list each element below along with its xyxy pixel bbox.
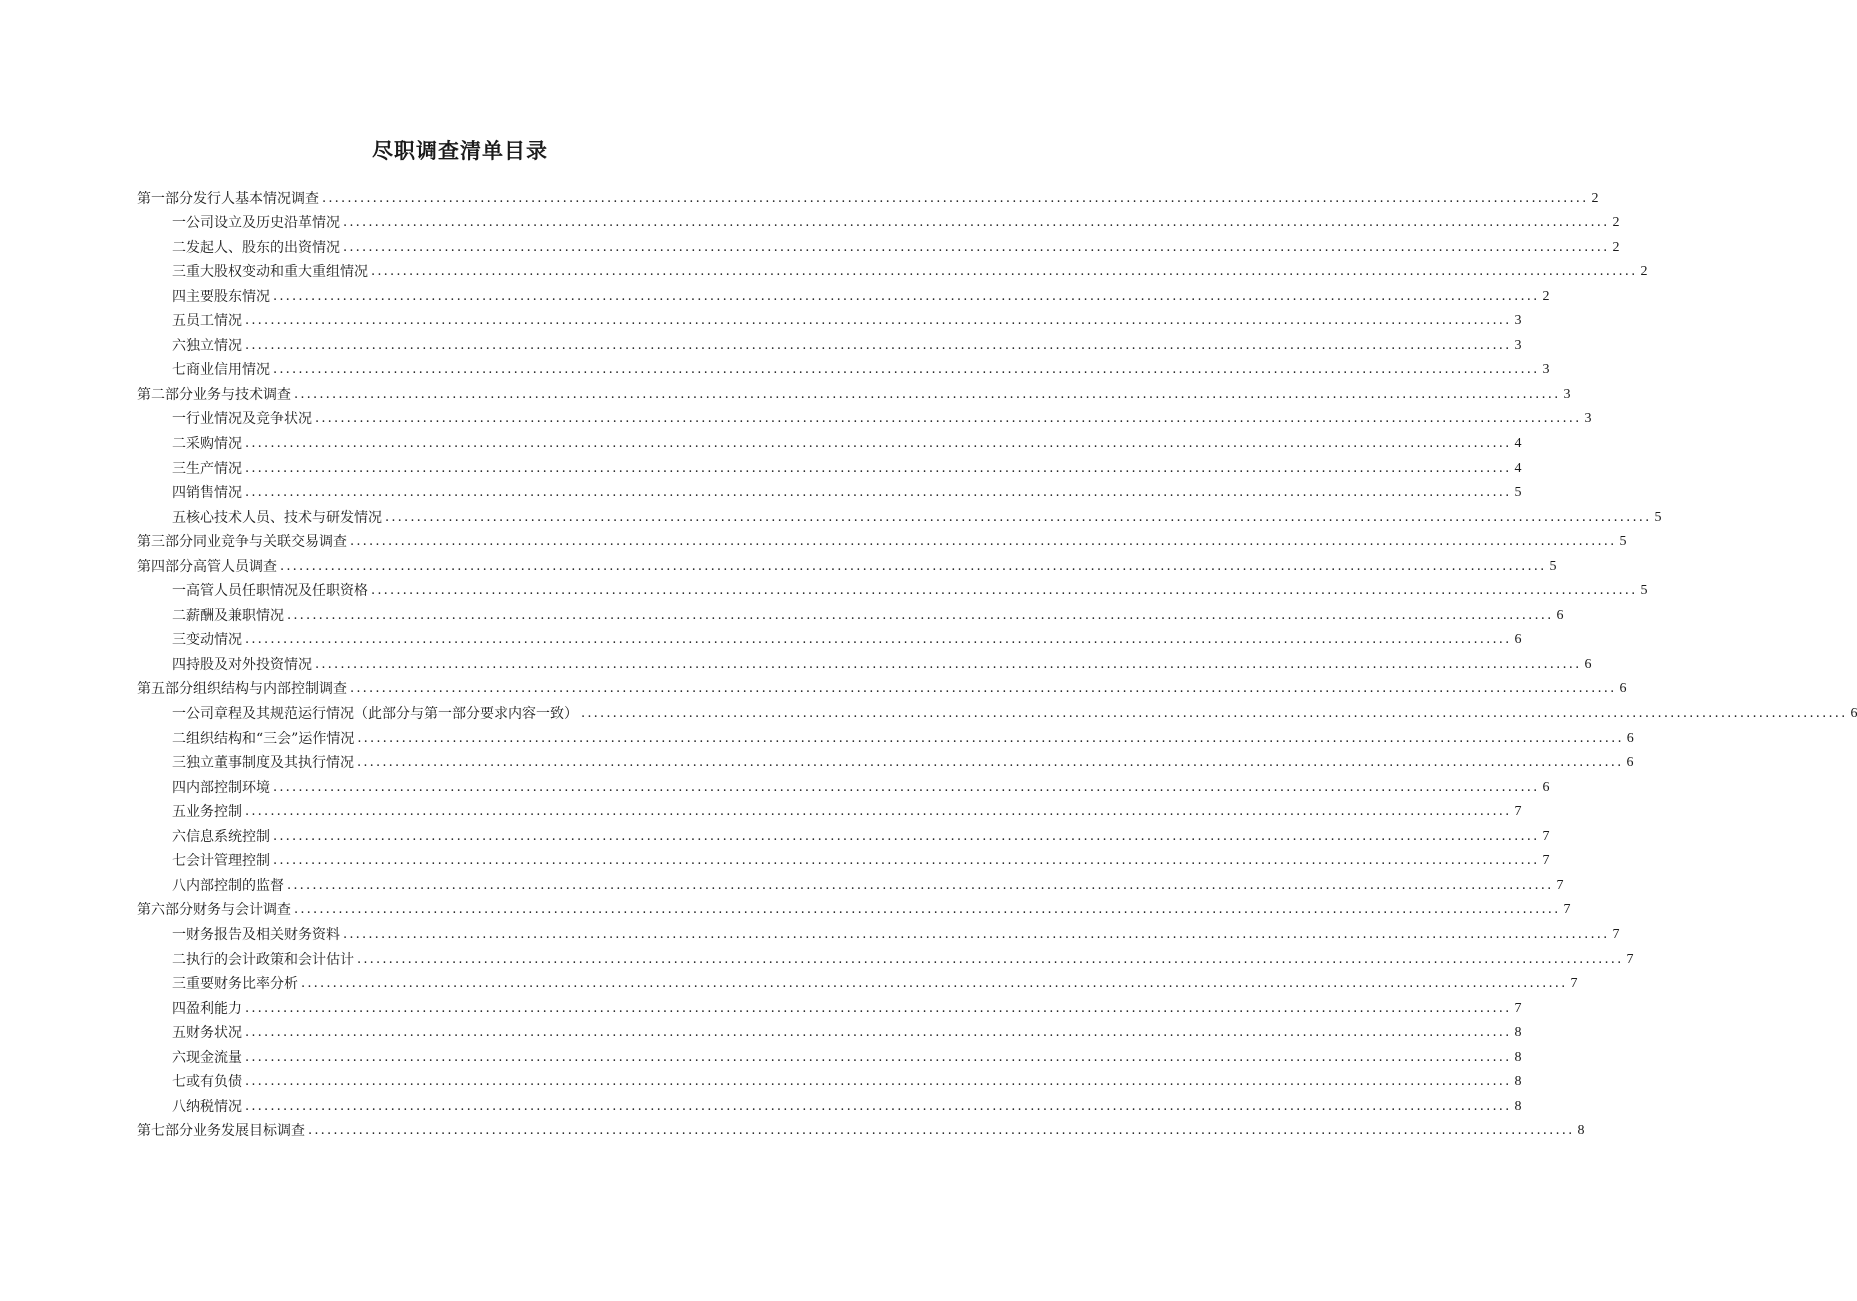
toc-subsection-entry[interactable] [137,873,1564,898]
toc-page-number: 7 [1556,877,1564,893]
toc-section-entry[interactable] [137,898,1571,923]
toc-section-entry[interactable] [137,1119,1585,1144]
toc-page-number: 2 [1612,215,1620,231]
toc-entry-label: 四销售情况 [172,485,242,502]
toc-section-entry[interactable] [137,530,1627,555]
toc-page-number: 2 [1542,288,1550,304]
toc-page-number: 8 [1514,1074,1522,1090]
toc-entry-label: 一财务报告及相关财务资料 [172,926,340,943]
toc-subsection-entry[interactable] [137,824,1550,849]
toc-entry-label: 二采购情况 [172,436,242,453]
toc-entry-label: 三变动情况 [172,632,242,649]
toc-dot-leader: ........................................................................................................................................................................................................ [308,1123,1575,1139]
toc-entry-label: 五核心技术人员、技术与研发情况 [172,509,382,526]
toc-dot-leader: ........................................................................................................................................................................................................ [245,485,1512,501]
toc-subsection-entry[interactable] [137,235,1620,260]
toc-dot-leader: ........................................................................................................................................................................................................ [245,1098,1512,1114]
toc-dot-leader: ........................................................................................................................................................................................................ [245,460,1512,476]
toc-entry-label: 二发起人、股东的出资情况 [172,239,340,256]
toc-dot-leader: ........................................................................................................................................................................................................ [273,288,1540,304]
toc-page-number: 5 [1654,509,1662,525]
toc-entry-label: 三独立董事制度及其执行情况 [172,755,354,772]
toc-page-number: 2 [1640,264,1648,280]
toc-dot-leader: ........................................................................................................................................................................................................ [294,386,1561,402]
toc-dot-leader: ........................................................................................................................................................................................................ [371,583,1638,599]
toc-dot-leader: ........................................................................................................................................................................................................ [287,607,1554,623]
toc-dot-leader: ........................................................................................................................................................................................................ [385,509,1652,525]
toc-entry-label: 五业务控制 [172,804,242,821]
toc-subsection-entry[interactable] [137,751,1634,776]
toc-page-number: 5 [1619,534,1627,550]
toc-subsection-entry[interactable] [137,1021,1522,1046]
toc-entry-label: 第七部分业务发展目标调查 [137,1123,305,1140]
toc-entry-label: 八内部控制的监督 [172,877,284,894]
toc-page-number: 8 [1514,1098,1522,1114]
toc-page-number: 5 [1514,485,1522,501]
toc-section-entry[interactable] [137,382,1571,407]
toc-page-number: 7 [1570,976,1578,992]
toc-page-number: 4 [1514,460,1522,476]
toc-page-number: 5 [1549,558,1557,574]
table-of-contents [137,186,1857,1143]
toc-subsection-entry[interactable] [137,407,1592,432]
toc-page-number: 8 [1514,1025,1522,1041]
toc-entry-label: 三生产情况 [172,460,242,477]
toc-entry-label: 第六部分财务与会计调查 [137,902,291,919]
toc-page-number: 6 [1626,730,1634,746]
toc-subsection-entry[interactable] [137,260,1648,285]
toc-entry-label: 六现金流量 [172,1049,242,1066]
toc-entry-label: 三重要财务比率分析 [172,976,298,993]
toc-subsection-entry[interactable] [137,456,1522,481]
toc-dot-leader: ........................................................................................................................................................................................................ [301,976,1568,992]
toc-page-number: 4 [1514,436,1522,452]
toc-page-number: 7 [1542,828,1550,844]
toc-entry-label: 四主要股东情况 [172,288,270,305]
toc-entry-label: 一行业情况及竞争状况 [172,411,312,428]
toc-entry-label: 八纳税情况 [172,1098,242,1115]
toc-dot-leader: ........................................................................................................................................................................................................ [315,656,1582,672]
toc-dot-leader: ........................................................................................................................................................................................................ [322,190,1589,206]
toc-dot-leader: ........................................................................................................................................................................................................ [245,313,1512,329]
toc-page-number: 8 [1514,1049,1522,1065]
toc-dot-leader: ........................................................................................................................................................................................................ [273,853,1540,869]
toc-subsection-entry[interactable] [137,309,1522,334]
toc-subsection-entry[interactable] [137,579,1648,604]
toc-dot-leader: ........................................................................................................................................................................................................ [343,926,1610,942]
toc-page-number: 7 [1626,951,1634,967]
toc-subsection-entry[interactable] [137,996,1522,1021]
toc-entry-label: 四盈利能力 [172,1000,242,1017]
toc-page-number: 7 [1612,926,1620,942]
toc-page-number: 6 [1619,681,1627,697]
toc-entry-label: 六独立情况 [172,337,242,354]
toc-dot-leader: ........................................................................................................................................................................................................ [343,239,1610,255]
toc-page-number: 2 [1591,190,1599,206]
toc-dot-leader: ........................................................................................................................................................................................................ [273,779,1540,795]
toc-page-number: 8 [1577,1123,1585,1139]
toc-subsection-entry[interactable] [137,505,1662,530]
toc-entry-label: 四内部控制环境 [172,779,270,796]
toc-page-number: 6 [1542,779,1550,795]
toc-dot-leader: ........................................................................................................................................................................................................ [245,804,1512,820]
toc-entry-label: 二组织结构和“三会”运作情况 [172,730,355,747]
toc-subsection-entry[interactable] [137,775,1550,800]
toc-subsection-entry[interactable] [137,947,1634,972]
toc-page-number: 6 [1850,706,1857,722]
toc-section-entry[interactable] [137,186,1599,211]
toc-dot-leader: ........................................................................................................................................................................................................ [245,1025,1512,1041]
toc-dot-leader: ........................................................................................................................................................................................................ [343,215,1610,231]
toc-dot-leader: ........................................................................................................................................................................................................ [350,681,1617,697]
toc-subsection-entry[interactable] [137,481,1522,506]
toc-page-number: 3 [1584,411,1592,427]
toc-entry-label: 一高管人员任职情况及任职资格 [172,583,368,600]
toc-subsection-entry[interactable] [137,849,1550,874]
toc-page-number: 6 [1514,632,1522,648]
toc-entry-label: 二薪酬及兼职情况 [172,607,284,624]
toc-section-entry[interactable] [137,677,1627,702]
toc-subsection-entry[interactable] [137,333,1522,358]
toc-page-number: 3 [1542,362,1550,378]
toc-dot-leader: ........................................................................................................................................................................................................ [245,632,1512,648]
toc-page-number: 5 [1640,583,1648,599]
toc-entry-label: 五员工情况 [172,313,242,330]
toc-dot-leader: ........................................................................................................................................................................................................ [357,755,1624,771]
toc-entry-label: 六信息系统控制 [172,828,270,845]
toc-dot-leader: ........................................................................................................................................................................................................ [350,534,1617,550]
toc-subsection-entry[interactable] [137,652,1592,677]
toc-page-number: 3 [1514,313,1522,329]
toc-dot-leader: ........................................................................................................................................................................................................ [245,436,1512,452]
toc-entry-label: 第一部分发行人基本情况调查 [137,190,319,207]
toc-dot-leader: ........................................................................................................................................................................................................ [273,362,1540,378]
toc-page-number: 3 [1563,386,1571,402]
toc-dot-leader: ........................................................................................................................................................................................................ [315,411,1582,427]
toc-entry-label: 七商业信用情况 [172,362,270,379]
toc-subsection-entry[interactable] [137,431,1522,456]
toc-entry-label: 四持股及对外投资情况 [172,656,312,673]
toc-dot-leader: ........................................................................................................................................................................................................ [245,1000,1512,1016]
toc-dot-leader: ........................................................................................................................................................................................................ [357,951,1624,967]
toc-section-entry[interactable] [137,554,1557,579]
toc-page-number: 6 [1556,607,1564,623]
toc-dot-leader: ........................................................................................................................................................................................................ [245,1049,1512,1065]
toc-entry-label: 三重大股权变动和重大重组情况 [172,264,368,281]
toc-dot-leader: ........................................................................................................................................................................................................ [357,730,1624,746]
toc-entry-label: 第五部分组织结构与内部控制调查 [137,681,347,698]
toc-entry-label: 第四部分高管人员调查 [137,558,277,575]
toc-entry-label: 二执行的会计政策和会计估计 [172,951,354,968]
toc-subsection-entry[interactable] [137,1094,1522,1119]
toc-page-number: 7 [1563,902,1571,918]
toc-subsection-entry[interactable] [137,1045,1522,1070]
toc-subsection-entry[interactable] [137,701,1857,726]
toc-page-number: 7 [1514,804,1522,820]
toc-subsection-entry[interactable] [137,211,1620,236]
toc-dot-leader: ........................................................................................................................................................................................................ [581,706,1848,722]
toc-page-number: 7 [1542,853,1550,869]
toc-subsection-entry[interactable] [137,726,1634,751]
page-title: 尽职调查清单目录 [372,138,548,164]
toc-page-number: 3 [1514,337,1522,353]
toc-entry-label: 七或有负债 [172,1074,242,1091]
toc-dot-leader: ........................................................................................................................................................................................................ [245,337,1512,353]
toc-dot-leader: ........................................................................................................................................................................................................ [287,877,1554,893]
toc-entry-label: 第二部分业务与技术调查 [137,386,291,403]
toc-entry-label: 第三部分同业竞争与关联交易调查 [137,534,347,551]
toc-dot-leader: ........................................................................................................................................................................................................ [280,558,1547,574]
toc-subsection-entry[interactable] [137,972,1578,997]
toc-dot-leader: ........................................................................................................................................................................................................ [294,902,1561,918]
toc-dot-leader: ........................................................................................................................................................................................................ [245,1074,1512,1090]
toc-dot-leader: ........................................................................................................................................................................................................ [273,828,1540,844]
toc-page-number: 7 [1514,1000,1522,1016]
toc-page-number: 6 [1626,755,1634,771]
toc-entry-label: 一公司设立及历史沿革情况 [172,215,340,232]
toc-subsection-entry[interactable] [137,628,1522,653]
toc-subsection-entry[interactable] [137,800,1522,825]
toc-entry-label: 五财务状况 [172,1025,242,1042]
toc-subsection-entry[interactable] [137,284,1550,309]
toc-page-number: 2 [1612,239,1620,255]
toc-dot-leader: ........................................................................................................................................................................................................ [371,264,1638,280]
toc-entry-label: 七会计管理控制 [172,853,270,870]
toc-subsection-entry[interactable] [137,358,1550,383]
toc-subsection-entry[interactable] [137,603,1564,628]
toc-entry-label: 一公司章程及其规范运行情况（此部分与第一部分要求内容一致） [172,706,578,723]
toc-page-number: 6 [1584,656,1592,672]
toc-subsection-entry[interactable] [137,922,1620,947]
toc-subsection-entry[interactable] [137,1070,1522,1095]
